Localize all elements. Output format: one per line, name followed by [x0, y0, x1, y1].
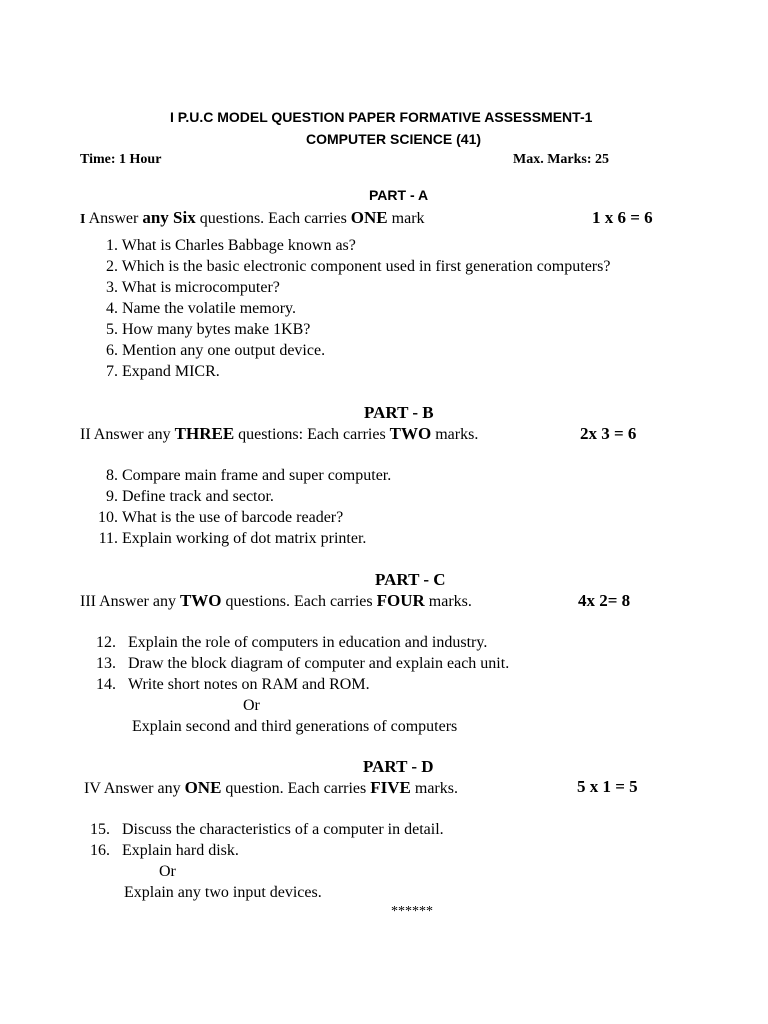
question-item: 12. Explain the role of computers in education and industry. — [96, 634, 488, 651]
question-item: 1. What is Charles Babbage known as? — [106, 237, 356, 254]
question-item: 15. Discuss the characteristics of a computer in detail. — [90, 821, 444, 838]
part-d-instructions: IV Answer any ONE question. Each carries FIVE marks. — [84, 778, 458, 797]
question-item: 14. Write short notes on RAM and ROM. — [96, 676, 370, 693]
part-d-heading: PART - D — [363, 757, 434, 776]
part-b-marks: 2x 3 = 6 — [580, 424, 637, 443]
question-item: 16. Explain hard disk. — [90, 842, 239, 859]
question-item: 11. Explain working of dot matrix printer. — [98, 530, 367, 547]
part-c-instructions: III Answer any TWO questions. Each carries FOUR marks. — [80, 591, 472, 610]
part-a-numeral: I — [80, 212, 86, 227]
part-b-heading: PART - B — [364, 403, 434, 422]
or-separator: Or — [243, 697, 260, 714]
or-separator: Or — [159, 863, 176, 880]
alternative-question: Explain second and third generations of computers — [132, 718, 458, 735]
question-item: 9. Define track and sector. — [106, 488, 274, 505]
part-a-instructions: I Answer any Six questions. Each carries ONE mark — [80, 208, 425, 227]
question-item: 13. Draw the block diagram of computer and explain each unit. — [96, 655, 510, 672]
max-marks: Max. Marks: 25 — [513, 152, 610, 167]
question-item: 2. Which is the basic electronic component used in first generation computers? — [106, 258, 611, 275]
question-item: 6. Mention any one output device. — [106, 342, 326, 359]
time-allowed: Time: 1 Hour — [80, 152, 162, 167]
part-c-marks: 4x 2= 8 — [578, 591, 631, 610]
end-stars: ****** — [391, 904, 433, 919]
part-a-heading: PART - A — [369, 187, 429, 203]
paper-title: I P.U.C MODEL QUESTION PAPER FORMATIVE ASSESSMENT-1 — [170, 109, 593, 125]
alternative-question: Explain any two input devices. — [124, 884, 322, 901]
question-item: 8. Compare main frame and super computer. — [106, 467, 392, 484]
part-b-instructions: II Answer any THREE questions: Each carries TWO marks. — [80, 424, 479, 443]
question-item: 3. What is microcomputer? — [106, 279, 280, 296]
part-c-heading: PART - C — [375, 570, 446, 589]
part-a-marks: 1 x 6 = 6 — [592, 208, 653, 227]
question-item: 5. How many bytes make 1KB? — [106, 321, 311, 338]
question-item: 4. Name the volatile memory. — [106, 300, 297, 317]
paper-subject: COMPUTER SCIENCE (41) — [306, 131, 482, 147]
part-d-marks: 5 x 1 = 5 — [577, 777, 638, 796]
question-item: 10. What is the use of barcode reader? — [98, 509, 344, 526]
question-item: 7. Expand MICR. — [106, 363, 220, 380]
